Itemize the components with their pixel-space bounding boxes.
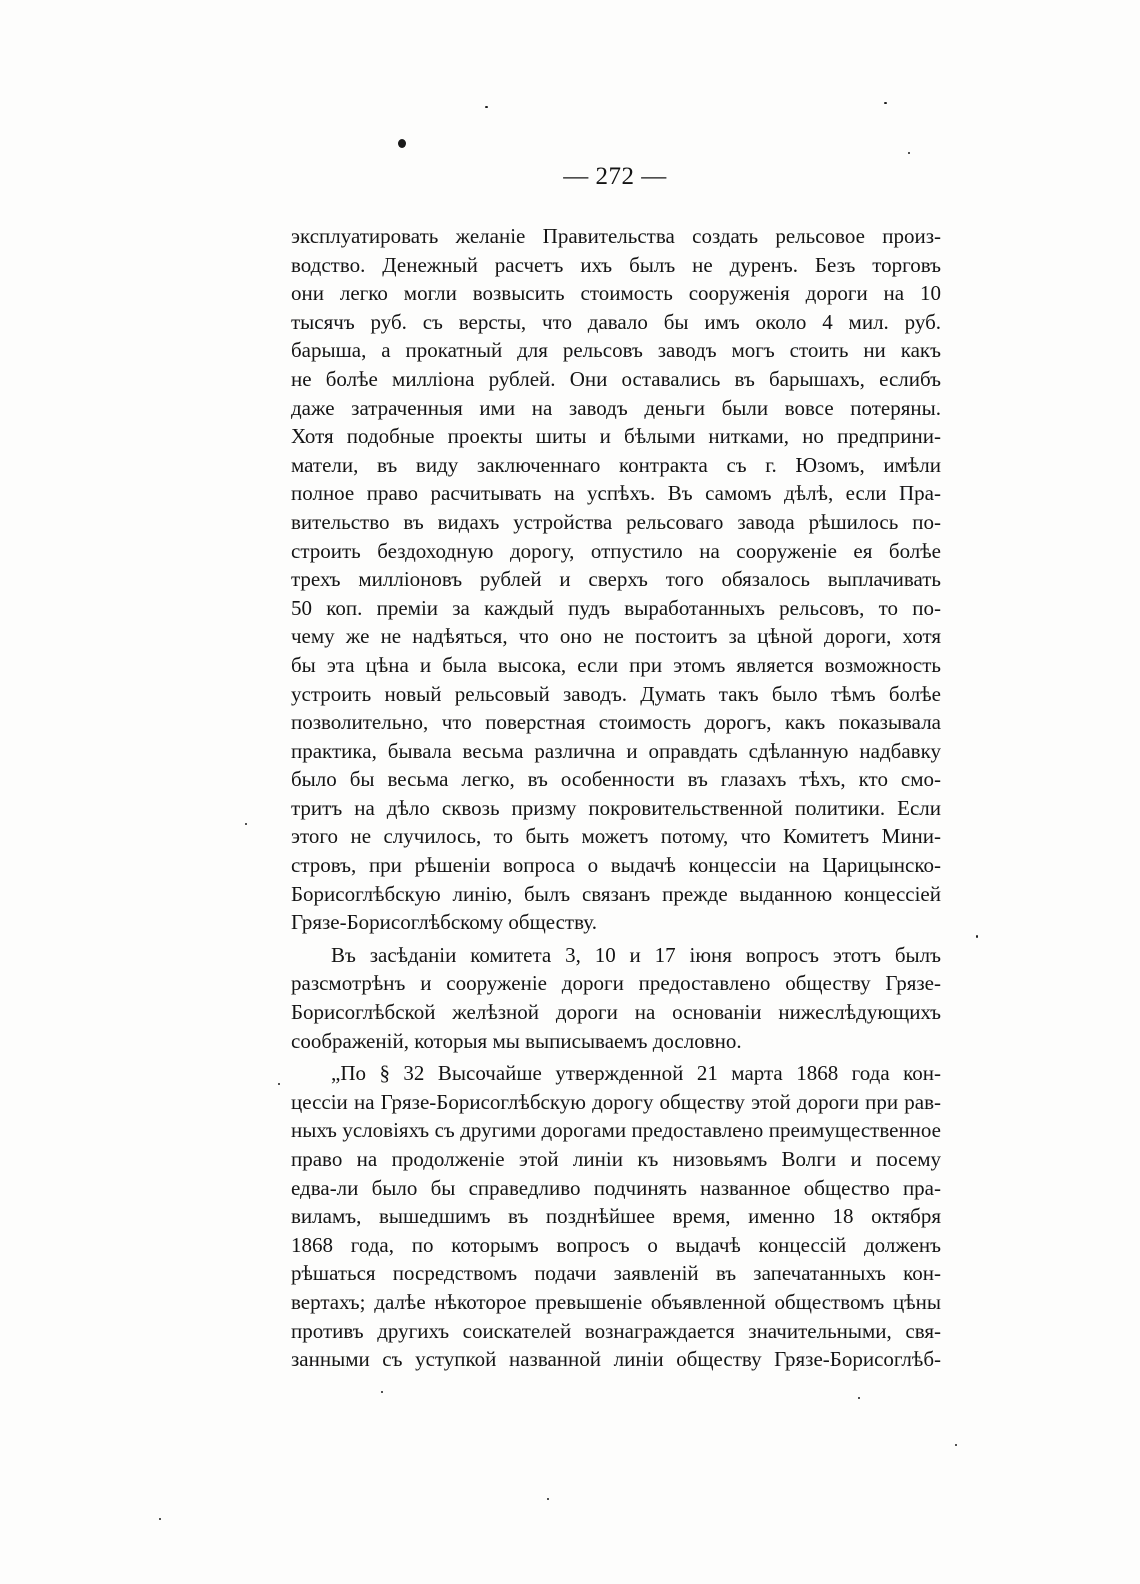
text-line: стровъ, при рѣшеніи вопроса о выдачѣ концессіи на Царицынско- xyxy=(291,853,941,878)
ink-speck xyxy=(398,139,406,148)
text-line: разсмотрѣнъ и сооруженіе дороги предоставлено обществу Грязе- xyxy=(291,971,941,996)
text-line: матели, въ виду заключеннаго контракта съ г. Юзомъ, имѣли xyxy=(291,452,941,477)
text-line: вертахъ; далѣе нѣкоторое превышеніе объявленной обществомъ цѣны xyxy=(291,1289,941,1314)
text-line: право на продолженіе этой линіи къ низовьямъ Волги и посему xyxy=(291,1147,941,1171)
ink-speck xyxy=(159,1518,161,1520)
text-line: даже затраченныя ими на заводъ деньги были вовсе потеряны. xyxy=(291,395,941,420)
ink-speck xyxy=(278,1083,280,1085)
text-line: цессіи на Грязе-Борисоглѣбскую дорогу обществу этой дороги при рав- xyxy=(291,1089,941,1114)
text-line: барыша, а прокатный для рельсовъ заводъ могъ стоить ни какъ xyxy=(291,338,941,363)
quoted-paragraph xyxy=(291,1059,941,1374)
text-line: тритъ на дѣло сквозь призму покровительственной политики. Если xyxy=(291,795,941,820)
text-line: 1868 года, по которымъ вопросъ о выдачѣ концессій долженъ xyxy=(291,1232,941,1257)
text-line: они легко могли возвысить стоимость сооруженія дороги на 10 xyxy=(291,281,941,306)
text-line: рѣшаться посредствомъ подачи заявленій въ запечатанныхъ кон- xyxy=(291,1261,941,1286)
body-text xyxy=(291,222,941,1374)
text-line: едва-ли было бы справедливо подчинять названное общество пра- xyxy=(291,1175,941,1200)
text-line: „По § 32 Высочайше утвержденной 21 марта 1868 года кон- xyxy=(331,1061,941,1086)
text-line: виламъ, вышедшимъ въ позднѣйшее время, именно 18 октября xyxy=(291,1204,941,1229)
ink-speck xyxy=(547,1498,549,1500)
text-line: практика, бывала весьма различна и оправдать сдѣланную надбавку xyxy=(291,738,941,763)
text-line: тысячъ руб. съ версты, что давало бы имъ около 4 мил. руб. xyxy=(291,309,941,334)
text-line: Борисоглѣбской желѣзной дороги на основаніи нижеслѣдующихъ xyxy=(291,1000,941,1025)
text-line: бы эта цѣна и была высока, если при этомъ является возможность xyxy=(291,652,941,677)
paragraph xyxy=(291,222,941,937)
text-line: было бы весьма легко, въ особенности въ глазахъ тѣхъ, кто смо- xyxy=(291,767,941,792)
ink-speck xyxy=(955,1444,957,1446)
ink-speck xyxy=(485,106,488,108)
text-line: эксплуатировать желаніе Правительства создать рельсовое произ- xyxy=(291,224,941,248)
text-line: Борисоглѣбскую линію, былъ связанъ прежде выданною концессіей xyxy=(291,881,941,906)
page-number: — 272 — xyxy=(563,163,667,190)
text-line: водство. Денежный расчетъ ихъ былъ не дуренъ. Безъ торговъ xyxy=(291,252,941,277)
paragraph xyxy=(291,941,941,1055)
text-line: 50 коп. преміи за каждый пудъ выработанныхъ рельсовъ, то по- xyxy=(291,595,941,620)
text-line: трехъ милліоновъ рублей и сверхъ того обязалось выплачивать xyxy=(291,567,941,592)
text-line: устроить новый рельсовый заводъ. Думать такъ было тѣмъ болѣе xyxy=(291,681,941,706)
text-line: Въ засѣданіи комитета 3, 10 и 17 іюня вопросъ этотъ былъ xyxy=(331,942,941,967)
text-line: занными съ уступкой названной линіи обществу Грязе-Борисоглѣб- xyxy=(291,1347,941,1372)
text-line: ныхъ условіяхъ съ другими дорогами предоставлено преимущественное xyxy=(291,1118,941,1143)
text-line: чему же не надѣяться, что оно не постоитъ за цѣной дороги, хотя xyxy=(291,624,941,649)
text-line: Хотя подобные проекты шиты и бѣлыми нитками, но предприни- xyxy=(291,424,941,449)
text-line: Грязе-Борисоглѣбскому обществу. xyxy=(291,910,597,935)
text-line: не болѣе милліона рублей. Они оставались въ барышахъ, еслибъ xyxy=(291,366,941,391)
text-line: позволительно, что поверстная стоимость дорогъ, какъ показывала xyxy=(291,710,941,735)
text-line: строить бездоходную дорогу, отпустило на сооруженіе ея болѣе xyxy=(291,538,941,563)
text-line: полное право расчитывать на успѣхъ. Въ самомъ дѣлѣ, если Пра- xyxy=(291,481,941,506)
ink-speck xyxy=(976,935,978,938)
ink-speck xyxy=(858,1397,860,1399)
ink-speck xyxy=(381,1391,383,1393)
text-line: вительство въ видахъ устройства рельсоваго завода рѣшилось по- xyxy=(291,509,941,534)
ink-speck xyxy=(245,823,247,825)
ink-speck xyxy=(884,102,887,104)
ink-speck xyxy=(908,152,910,154)
text-line: соображеній, которыя мы выписываемъ дословно. xyxy=(291,1028,742,1053)
text-line: противъ другихъ соискателей вознаграждается значительными, свя- xyxy=(291,1318,941,1343)
text-line: этого не случилось, то быть можетъ потому, что Комитетъ Мини- xyxy=(291,824,941,849)
